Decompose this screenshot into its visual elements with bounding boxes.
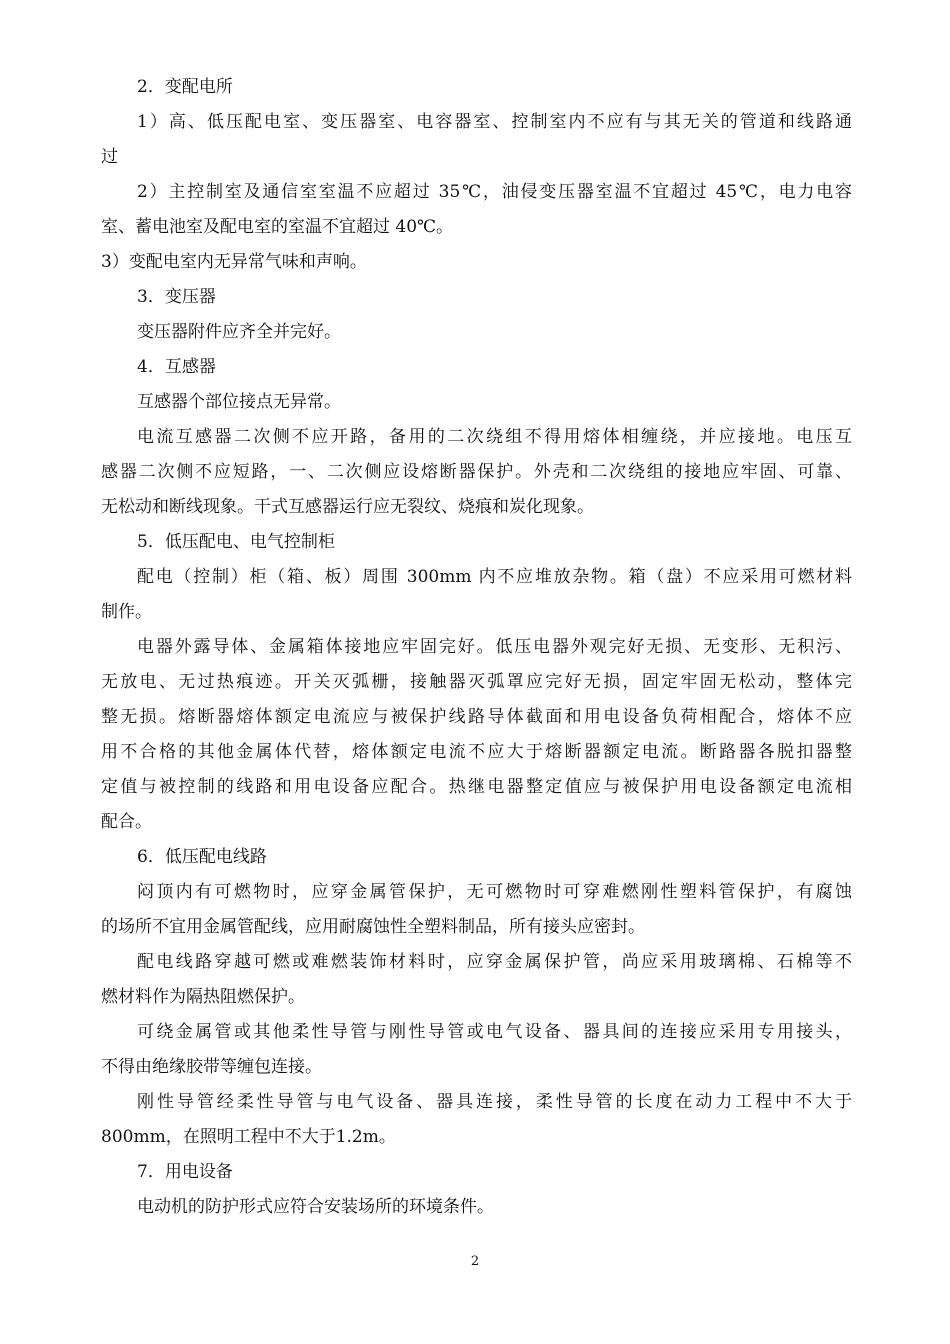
body-line: 电器外露导体、金属箱体接地应牢固完好。低压电器外观完好无损、无变形、无积污、 — [137, 637, 852, 657]
body-line: 制作。 — [101, 602, 152, 622]
section-heading: 3．变压器 — [137, 287, 216, 307]
body-line: 定值与被控制的线路和用电设备应配合。热继电器整定值应与被保护用电设备额定电流相 — [101, 777, 852, 797]
body-line: 电动机的防护形式应符合安装场所的环境条件。 — [137, 1197, 494, 1217]
section-heading: 5．低压配电、电气控制柜 — [137, 532, 335, 552]
body-line: 配合。 — [101, 812, 152, 832]
body-line: 1）高、低压配电室、变压器室、电容器室、控制室内不应有与其无关的管道和线路通 — [137, 112, 852, 132]
body-line: 整无损。熔断器熔体额定电流应与被保护线路导体截面和用电设备负荷相配合，熔体不应 — [101, 707, 852, 727]
body-line: 不得由绝缘胶带等缠包连接。 — [101, 1057, 322, 1077]
body-line: 3）变配电室内无异常气味和声响。 — [101, 252, 367, 272]
body-line: 用不合格的其他金属体代替，熔体额定电流不应大于熔断器额定电流。断路器各脱扣器整 — [101, 742, 852, 762]
body-line: 配电（控制）柜（箱、板）周围 300mm 内不应堆放杂物。箱（盘）不应采用可燃材料 — [137, 567, 852, 587]
body-line: 可绕金属管或其他柔性导管与刚性导管或电气设备、器具间的连接应采用专用接头， — [137, 1022, 852, 1042]
body-line: 过 — [101, 147, 118, 167]
body-line: 闷顶内有可燃物时，应穿金属管保护，无可燃物时可穿难燃刚性塑料管保护，有腐蚀 — [137, 882, 852, 902]
section-heading: 7．用电设备 — [137, 1162, 233, 1182]
body-line: 800mm，在照明工程中不大于1.2m。 — [101, 1127, 396, 1147]
body-line: 配电线路穿越可燃或难燃装饰材料时，应穿金属保护管，尚应采用玻璃棉、石棉等不 — [137, 952, 852, 972]
body-line: 刚性导管经柔性导管与电气设备、器具连接，柔性导管的长度在动力工程中不大于 — [137, 1092, 852, 1112]
section-heading: 6．低压配电线路 — [137, 847, 267, 867]
body-line: 2）主控制室及通信室室温不应超过 35℃，油侵变压器室温不宜超过 45℃，电力电容 — [137, 182, 852, 202]
document-body — [101, 70, 852, 1225]
section-heading: 2．变配电所 — [137, 77, 233, 97]
page-number: 2 — [470, 1254, 480, 1269]
body-line: 电流互感器二次侧不应开路，备用的二次绕组不得用熔体相缠绕，并应接地。电压互 — [137, 427, 852, 447]
body-line: 室、蓄电池室及配电室的室温不宜超过 40℃。 — [101, 217, 454, 237]
body-line: 感器二次侧不应短路，一、二次侧应设熔断器保护。外壳和二次绕组的接地应牢固、可靠、 — [101, 462, 852, 482]
body-line: 燃材料作为隔热阻燃保护。 — [101, 987, 305, 1007]
section-heading: 4．互感器 — [137, 357, 216, 377]
body-line: 的场所不宜用金属管配线，应用耐腐蚀性全塑料制品，所有接头应密封。 — [101, 917, 645, 937]
body-line: 无松动和断线现象。干式互感器运行应无裂纹、烧痕和炭化现象。 — [101, 497, 594, 517]
body-line: 无放电、无过热痕迹。开关灭弧栅，接触器灭弧罩应完好无损，固定牢固无松动，整体完 — [101, 672, 852, 692]
body-line: 变压器附件应齐全并完好。 — [137, 322, 341, 342]
body-line: 互感器个部位接点无异常。 — [137, 392, 341, 412]
